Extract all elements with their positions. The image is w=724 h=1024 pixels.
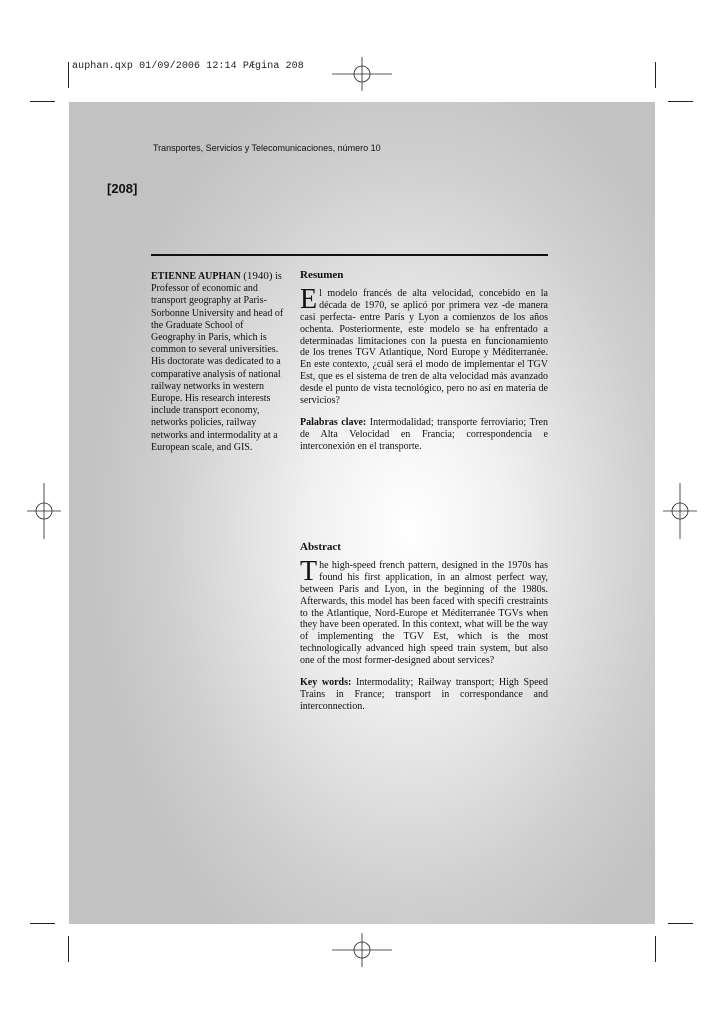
crop-mark-top-right-v (655, 62, 656, 88)
resumen-heading: Resumen (300, 269, 344, 281)
horizontal-rule (151, 254, 548, 256)
abstract-text: he high-speed french pattern, designed in the 1970s has found his first application, in an almost perfect way, between Paris and Lyon, in the beginning of the 1980s. Afterwards, this model has been faced with specifi crestraints to the Atlantique, Nord-Europe et Méditerranée TGVs when they have been operated. In this context, what will be the way of implementing the TGV Est, which is the most technologically advanced high speed train system, but also one of the most former-designed about services? (300, 559, 548, 667)
resumen-body (300, 283, 548, 407)
abstract-body (300, 555, 548, 667)
page-number: [208] (107, 181, 138, 196)
registration-mark-right (663, 483, 697, 539)
crop-mark-bottom-left-v (68, 936, 69, 962)
registration-mark-left (27, 483, 61, 539)
crop-mark-bottom-right-h (668, 923, 693, 924)
resumen-text: l modelo francés de alta velocidad, concebido en la década de 1970, se aplicó por primera vez -de manera casi perfecta- entre París y Lyon a comienzos de los años ochenta. Posteriormente, este modelo se ha enfrentado a determinadas limitaciones con la puesta en funcionamiento de los trenes TGV Atlantique, Nord Europe y Méditerranée. En este contexto, ¿cuál será el modo de implementar el TGV Est, que es el sistema de tren de alta velocidad más avanzado desde el punto de vista tecnológico, pero no así en materia de servicios? (300, 287, 548, 407)
crop-mark-bottom-left-h (30, 923, 55, 924)
abstract-keywords-text: Intermodality; Railway transport; High Speed Trains in France; transport in correspondance and interconnection. (300, 677, 548, 712)
crop-mark-top-right-h (668, 101, 693, 102)
resumen-section (300, 270, 548, 453)
author-bio-text: is Professor of economic and transport geography at Paris-Sorbonne University and head of the Graduate School of Geography in Paris, which is common to several universities. His doctorate was dedicated to a comparative analysis of national railway networks in western Europe. His research interests include transport economy, networks policies, railway networks and intermodality at a European scale, and GIS. (151, 271, 284, 453)
resumen-keywords-text: Intermodalidad; transporte ferroviario; Tren de Alta Velocidad en Francia; correspondencia e interconexión en el transporte. (300, 416, 548, 452)
crop-mark-top-left-h (30, 101, 55, 102)
resumen-keywords (300, 417, 548, 453)
registration-mark-top (332, 57, 392, 91)
running-head: Transportes, Servicios y Telecomunicaciones, número 10 (153, 143, 381, 153)
crop-mark-top-left-v (68, 62, 69, 88)
abstract-dropcap: T (300, 555, 318, 587)
resumen-dropcap: E (300, 283, 318, 315)
author-years: (1940) (243, 270, 273, 282)
abstract-keywords-label: Key words: (300, 677, 352, 689)
slug-line: auphan.qxp 01/09/2006 12:14 PÆgina 208 (72, 61, 304, 72)
registration-mark-bottom (332, 933, 392, 967)
abstract-heading: Abstract (300, 541, 341, 553)
author-bio (151, 270, 289, 454)
crop-mark-bottom-right-v (655, 936, 656, 962)
author-name: ETIENNE AUPHAN (151, 271, 241, 282)
resumen-keywords-label: Palabras clave: (300, 416, 367, 428)
abstract-keywords (300, 677, 548, 713)
abstract-section (300, 542, 548, 713)
page-background (69, 102, 655, 924)
